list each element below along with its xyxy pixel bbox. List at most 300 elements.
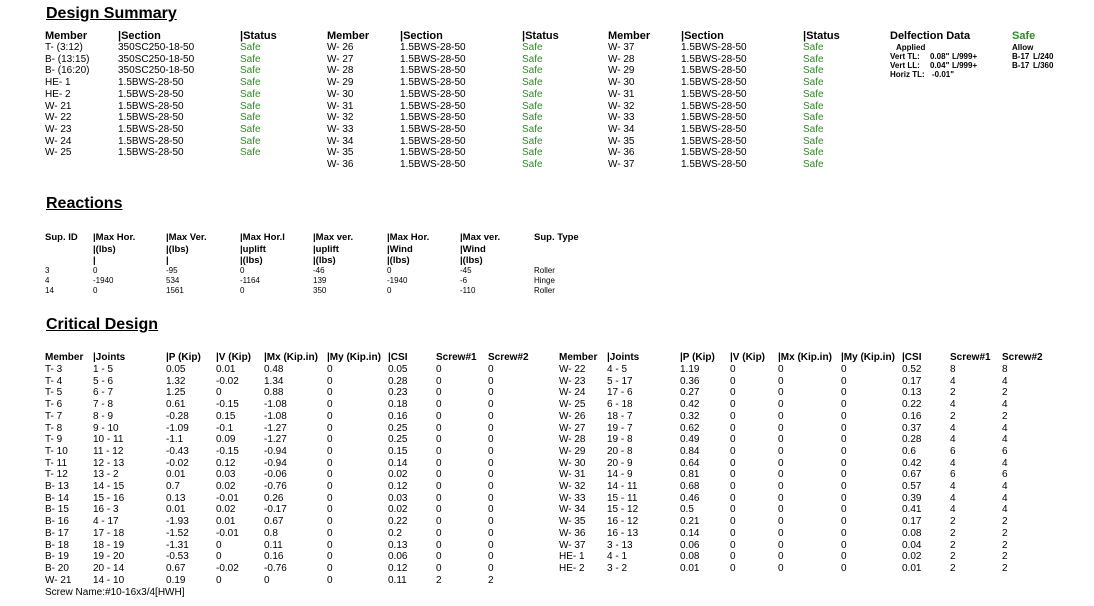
critical-value: 0 <box>436 410 442 422</box>
status-safe: Safe <box>522 159 543 170</box>
section-cell: 350SC250-18-50 <box>118 42 195 53</box>
reaction-value: -45 <box>460 266 472 275</box>
critical-value: 6 <box>950 469 956 481</box>
critical-value: 0.39 <box>902 492 922 504</box>
reaction-header: |Wind <box>460 243 486 255</box>
member-cell: W- 23 <box>559 375 586 387</box>
section-cell: 1.5BWS-28-50 <box>118 77 184 89</box>
critical-value: 2 <box>1002 562 1008 574</box>
critical-value: 0 <box>730 516 736 528</box>
member-cell: W- 33 <box>559 492 586 504</box>
critical-value: 4 - 17 <box>93 516 119 528</box>
critical-value: 0 <box>730 481 736 492</box>
critical-value: 8 <box>1002 364 1008 375</box>
critical-value: 0 <box>216 574 222 586</box>
critical-value: -0.76 <box>264 481 287 492</box>
reaction-header: |Max Hor. <box>93 232 136 243</box>
reaction-value: 0 <box>93 266 98 275</box>
status-safe: Safe <box>803 147 824 159</box>
critical-value: 7 - 8 <box>93 399 114 411</box>
deflection-value: -0.01" <box>932 70 955 79</box>
critical-value: 15 - 16 <box>93 492 125 504</box>
critical-value: 0.67 <box>264 516 284 528</box>
status-safe: Safe <box>240 65 261 77</box>
critical-value: 0 <box>778 504 784 516</box>
critical-value: 0 <box>841 375 847 387</box>
critical-value: 2 <box>436 574 442 586</box>
status-safe: Safe <box>522 135 543 147</box>
critical-value: 0 <box>436 375 442 387</box>
reaction-value: -1164 <box>240 275 260 285</box>
member-cell: B- 15 <box>45 504 69 516</box>
critical-value: 1.19 <box>680 364 700 375</box>
status-safe: Safe <box>803 42 824 53</box>
critical-value: 0 <box>778 551 784 563</box>
section-cell: 1.5BWS-28-50 <box>118 112 184 124</box>
critical-value: 0.88 <box>264 387 284 399</box>
critical-value: 0 <box>327 504 333 516</box>
status-safe: Safe <box>522 65 543 77</box>
critical-value: 0.8 <box>264 527 278 539</box>
member-cell: W- 28 <box>327 65 354 77</box>
member-cell: B- 19 <box>45 551 69 563</box>
section-cell: 1.5BWS-28-50 <box>681 123 747 135</box>
member-cell: W- 34 <box>559 504 586 516</box>
critical-value: 0.01 <box>216 516 236 528</box>
section-cell: 1.5BWS-28-50 <box>400 88 466 100</box>
section-cell: 1.5BWS-28-50 <box>400 135 466 147</box>
section-cell: 1.5BWS-28-50 <box>681 159 747 170</box>
status-safe: Safe <box>240 42 261 53</box>
screw-name: Screw Name:#10-16x3/4[HWH] <box>45 587 185 598</box>
critical-value: 0 <box>778 469 784 481</box>
critical-value: 0 <box>436 434 442 446</box>
member-cell: T- (3:12) <box>45 42 83 53</box>
member-cell: W- 36 <box>559 527 586 539</box>
critical-value: 0 <box>730 457 736 469</box>
critical-value: 2 <box>950 527 956 539</box>
member-cell: HE- 2 <box>45 88 71 100</box>
critical-value: 17 - 6 <box>607 387 633 399</box>
allow-label: Allow <box>1012 43 1034 52</box>
critical-value: 14 - 9 <box>607 469 633 481</box>
status-safe: Safe <box>522 123 543 135</box>
status-safe: Safe <box>803 77 824 89</box>
critical-value: 3 - 2 <box>607 562 628 574</box>
design-summary-title: Design Summary <box>46 5 177 22</box>
critical-value: -1.31 <box>166 539 189 551</box>
critical-value: 0 <box>841 469 847 481</box>
critical-value: 0.02 <box>216 504 236 516</box>
critical-value: 0 <box>730 551 736 563</box>
critical-value: 0 <box>488 399 494 411</box>
status-safe: Safe <box>240 112 261 124</box>
critical-value: 2 <box>1002 539 1008 551</box>
section-cell: 1.5BWS-28-50 <box>400 100 466 112</box>
deflection-label: Vert TL: <box>890 52 920 61</box>
critical-value: 0 <box>778 457 784 469</box>
critical-header: Screw#1 <box>950 352 991 363</box>
member-cell: T- 12 <box>45 469 68 481</box>
critical-value: 0 <box>841 410 847 422</box>
critical-value: 0 <box>488 492 494 504</box>
critical-value: 0 <box>730 399 736 411</box>
deflection-value: 0.08" <box>930 52 950 61</box>
critical-value: 0 <box>216 551 222 563</box>
critical-value: 0 <box>778 562 784 574</box>
critical-value: 0 <box>327 492 333 504</box>
critical-value: 4 <box>950 434 956 446</box>
critical-value: 0 <box>730 434 736 446</box>
status-safe: Safe <box>803 100 824 112</box>
critical-value: 0.2 <box>388 527 402 539</box>
member-cell: B- 13 <box>45 481 69 492</box>
reaction-header: |Max ver. <box>460 232 501 243</box>
critical-value: 0.03 <box>216 469 236 481</box>
reaction-header: |(lbs) <box>93 243 116 255</box>
critical-value: 0 <box>841 457 847 469</box>
critical-value: 0.02 <box>902 551 922 563</box>
member-cell: W- 32 <box>327 112 354 124</box>
critical-value: 0 <box>488 457 494 469</box>
critical-value: 0 <box>730 527 736 539</box>
member-cell: W- 36 <box>608 147 635 159</box>
critical-value: 8 - 9 <box>93 410 114 422</box>
critical-value: -0.02 <box>166 457 189 469</box>
reactions-title: Reactions <box>46 195 123 212</box>
member-cell: W- 26 <box>559 410 586 422</box>
critical-value: 2 <box>950 516 956 528</box>
section-cell: 1.5BWS-28-50 <box>118 123 184 135</box>
critical-value: 0.41 <box>902 504 922 516</box>
member-cell: W- 32 <box>559 481 586 492</box>
critical-value: -0.76 <box>264 562 287 574</box>
critical-value: 0.05 <box>388 364 408 375</box>
member-cell: W- 29 <box>559 445 586 457</box>
status-safe: Safe <box>240 135 261 147</box>
critical-value: 18 - 7 <box>607 410 633 422</box>
critical-header: Screw#1 <box>436 352 477 363</box>
member-cell: T- 11 <box>45 457 68 469</box>
reaction-value: 1561 <box>166 285 184 295</box>
reaction-header: |(lbs) <box>460 255 483 266</box>
member-cell: W- 34 <box>327 135 354 147</box>
member-cell: W- 31 <box>608 88 635 100</box>
critical-value: 0 <box>778 434 784 446</box>
member-cell: W- 27 <box>327 53 354 65</box>
critical-value: 0.01 <box>680 562 700 574</box>
support-type: Roller <box>534 285 555 295</box>
summary-header-0: Member <box>608 30 651 42</box>
section-cell: 1.5BWS-28-50 <box>681 42 747 53</box>
critical-value: 0 <box>730 539 736 551</box>
critical-value: 0 <box>841 445 847 457</box>
summary-header-2: |Status <box>240 30 277 42</box>
member-cell: W- 34 <box>608 123 635 135</box>
critical-value: 4 <box>1002 422 1008 434</box>
member-cell: W- 22 <box>559 364 586 375</box>
member-cell: W- 28 <box>608 53 635 65</box>
critical-value: -0.43 <box>166 445 189 457</box>
critical-value: 0.64 <box>680 457 700 469</box>
critical-header: |P (Kip) <box>680 352 715 363</box>
member-cell: T- 10 <box>45 445 68 457</box>
critical-value: -1.27 <box>264 434 287 446</box>
critical-value: 0 <box>730 422 736 434</box>
critical-value: 0 <box>436 504 442 516</box>
reaction-value: -1940 <box>93 275 114 285</box>
critical-value: 16 - 3 <box>93 504 119 516</box>
critical-value: 0.15 <box>388 445 408 457</box>
reaction-header: | <box>93 255 96 266</box>
critical-value: 0.68 <box>680 481 700 492</box>
status-safe: Safe <box>522 100 543 112</box>
critical-value: 19 - 20 <box>93 551 125 563</box>
critical-value: 4 <box>1002 375 1008 387</box>
section-cell: 1.5BWS-28-50 <box>118 147 184 159</box>
critical-value: 19 - 7 <box>607 422 633 434</box>
summary-header-0: Member <box>45 30 88 42</box>
member-cell: B- (16:20) <box>45 65 90 77</box>
critical-value: 0 <box>327 516 333 528</box>
reaction-value: 0 <box>387 266 392 275</box>
critical-value: 0 <box>327 481 333 492</box>
critical-value: -0.01 <box>216 527 239 539</box>
critical-value: 15 - 11 <box>607 492 638 504</box>
critical-value: 0 <box>327 445 333 457</box>
critical-value: 0 <box>778 527 784 539</box>
status-safe: Safe <box>522 112 543 124</box>
section-cell: 1.5BWS-28-50 <box>681 147 747 159</box>
critical-value: 0 <box>488 469 494 481</box>
critical-value: 0 <box>327 574 333 586</box>
deflection-title: Delfection Data <box>890 30 971 42</box>
critical-value: 18 - 19 <box>93 539 125 551</box>
member-cell: W- 30 <box>327 88 354 100</box>
critical-value: 0 <box>488 504 494 516</box>
critical-value: 0 <box>488 562 494 574</box>
critical-value: 0 <box>488 410 494 422</box>
critical-value: 4 <box>1002 504 1008 516</box>
member-cell: B- 16 <box>45 516 69 528</box>
critical-value: 0.17 <box>902 375 922 387</box>
critical-value: 0 <box>841 527 847 539</box>
reaction-header: |(lbs) <box>313 255 336 266</box>
critical-value: 0 <box>327 562 333 574</box>
critical-value: 0.02 <box>216 481 236 492</box>
support-type: Hinge <box>534 275 555 285</box>
applied-label: Applied <box>896 43 926 52</box>
member-cell: W- 33 <box>327 123 354 135</box>
critical-header: Member <box>559 352 598 363</box>
status-safe: Safe <box>240 53 261 65</box>
critical-value: 2 <box>1002 516 1008 528</box>
section-cell: 1.5BWS-28-50 <box>400 77 466 89</box>
critical-value: 12 - 13 <box>93 457 125 469</box>
critical-header: |Joints <box>607 352 640 363</box>
critical-value: 0 <box>488 445 494 457</box>
member-cell: T- 8 <box>45 422 63 434</box>
critical-header: |Mx (Kip.in) <box>778 352 832 363</box>
critical-value: 0.22 <box>388 516 408 528</box>
critical-value: 0.04 <box>902 539 922 551</box>
reaction-value: 350 <box>313 285 327 295</box>
status-safe: Safe <box>803 88 824 100</box>
critical-value: 0 <box>436 387 442 399</box>
critical-value: 0 <box>436 527 442 539</box>
member-cell: B- 20 <box>45 562 69 574</box>
critical-value: 0.18 <box>388 399 408 411</box>
reaction-header: |uplift <box>313 243 339 255</box>
critical-value: 8 <box>950 364 956 375</box>
summary-header-1: |Section <box>400 30 443 42</box>
critical-value: 2 <box>950 551 956 563</box>
critical-value: 0 <box>327 422 333 434</box>
reaction-header: |Wind <box>387 243 413 255</box>
member-cell: W- 37 <box>608 159 635 170</box>
critical-value: 0.06 <box>680 539 700 551</box>
reaction-value: 0 <box>93 285 98 295</box>
reaction-header: |Max Hor.l <box>240 232 285 243</box>
critical-value: -0.94 <box>264 445 287 457</box>
critical-value: 1 - 5 <box>93 364 114 375</box>
critical-value: 0 <box>730 375 736 387</box>
critical-value: 0 <box>730 504 736 516</box>
critical-value: 0.84 <box>680 445 700 457</box>
critical-value: 2 <box>1002 387 1008 399</box>
critical-value: 0 <box>730 469 736 481</box>
critical-value: 6 <box>1002 469 1008 481</box>
critical-value: 0 <box>841 364 847 375</box>
status-safe: Safe <box>803 53 824 65</box>
critical-value: 0 <box>778 387 784 399</box>
critical-value: 5 - 6 <box>93 375 114 387</box>
critical-value: 0 <box>730 492 736 504</box>
critical-value: 0.37 <box>902 422 922 434</box>
critical-value: 0 <box>730 387 736 399</box>
critical-value: 13 - 2 <box>93 469 119 481</box>
critical-value: 0 <box>327 551 333 563</box>
critical-value: 0.6 <box>902 445 916 457</box>
critical-value: 11 - 12 <box>93 445 124 457</box>
member-cell: W- 28 <box>559 434 586 446</box>
status-safe: Safe <box>240 88 261 100</box>
member-cell: W- 35 <box>559 516 586 528</box>
status-safe: Safe <box>522 147 543 159</box>
critical-value: 0.62 <box>680 422 700 434</box>
critical-value: 0 <box>730 562 736 574</box>
critical-value: 0 <box>730 445 736 457</box>
critical-value: 4 <box>950 422 956 434</box>
status-safe: Safe <box>803 135 824 147</box>
critical-value: -0.02 <box>216 562 239 574</box>
critical-value: 6 - 7 <box>93 387 114 399</box>
member-cell: W- 21 <box>45 574 72 586</box>
member-cell: W- 23 <box>45 123 72 135</box>
section-cell: 1.5BWS-28-50 <box>681 65 747 77</box>
critical-value: 0.16 <box>902 410 922 422</box>
critical-value: 14 - 15 <box>93 481 125 492</box>
reaction-header: |uplift <box>240 243 266 255</box>
support-id: 4 <box>45 275 50 285</box>
critical-value: -1.27 <box>264 422 287 434</box>
summary-header-0: Member <box>327 30 370 42</box>
critical-value: 0 <box>436 399 442 411</box>
critical-value: 0.01 <box>166 469 186 481</box>
critical-value: 2 <box>950 539 956 551</box>
critical-value: 0 <box>778 375 784 387</box>
member-cell: W- 24 <box>45 135 72 147</box>
critical-value: 0.28 <box>902 434 922 446</box>
support-id: 14 <box>45 285 54 295</box>
critical-value: 0 <box>488 481 494 492</box>
critical-value: 0.19 <box>166 574 186 586</box>
critical-header: |My (Kip.in) <box>327 352 381 363</box>
critical-value: 0 <box>436 539 442 551</box>
critical-value: 19 - 8 <box>607 434 633 446</box>
deflection-allow-member: B-17 <box>1012 61 1030 70</box>
member-cell: W- 27 <box>559 422 586 434</box>
critical-header: |V (Kip) <box>730 352 766 363</box>
critical-value: 0 <box>841 434 847 446</box>
member-cell: W- 31 <box>559 469 586 481</box>
critical-value: 0.57 <box>902 481 922 492</box>
section-cell: 1.5BWS-28-50 <box>681 88 747 100</box>
critical-value: 0 <box>841 399 847 411</box>
critical-value: 0 <box>216 539 222 551</box>
critical-value: 2 <box>1002 527 1008 539</box>
critical-value: -1.08 <box>264 410 287 422</box>
status-safe: Safe <box>522 88 543 100</box>
section-cell: 1.5BWS-28-50 <box>118 135 184 147</box>
critical-value: 0.02 <box>388 504 408 516</box>
status-safe: Safe <box>240 77 261 89</box>
critical-value: 0.13 <box>902 387 922 399</box>
critical-value: 0 <box>841 551 847 563</box>
critical-value: 0.26 <box>264 492 284 504</box>
critical-value: 2 <box>1002 410 1008 422</box>
critical-value: 0 <box>778 364 784 375</box>
critical-value: 0 <box>436 364 442 375</box>
support-type: Roller <box>534 266 555 275</box>
deflection-allow: L/240 <box>1033 52 1054 61</box>
critical-value: 14 - 10 <box>93 574 125 586</box>
critical-value: 0 <box>778 399 784 411</box>
member-cell: T- 7 <box>45 410 63 422</box>
critical-value: -0.94 <box>264 457 287 469</box>
critical-value: 0 <box>778 516 784 528</box>
critical-value: 0.09 <box>216 434 236 446</box>
critical-header: Screw#2 <box>488 352 529 363</box>
critical-value: 20 - 8 <box>607 445 633 457</box>
reaction-value: -110 <box>460 285 476 295</box>
member-cell: W- 36 <box>327 159 354 170</box>
critical-header: |Joints <box>93 352 126 363</box>
critical-value: -1.52 <box>166 527 189 539</box>
critical-value: 4 <box>950 504 956 516</box>
critical-value: 4 <box>1002 457 1008 469</box>
critical-value: 0.01 <box>216 364 236 375</box>
support-id: 3 <box>45 266 50 275</box>
critical-value: 0 <box>327 399 333 411</box>
critical-value: 4 <box>1002 481 1008 492</box>
critical-value: 0 <box>327 457 333 469</box>
section-cell: 1.5BWS-28-50 <box>400 123 466 135</box>
member-cell: HE- 1 <box>559 551 585 563</box>
reaction-header: |(lbs) <box>240 255 263 266</box>
reaction-header: |(lbs) <box>166 243 189 255</box>
critical-header: Member <box>45 352 84 363</box>
